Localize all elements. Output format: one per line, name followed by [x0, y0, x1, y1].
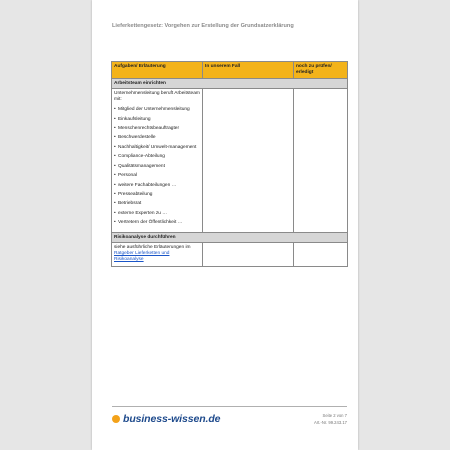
- section-title-risk: Risikoanalyse durchführen: [112, 233, 348, 243]
- team-tasks-cell: [112, 89, 203, 233]
- section-row-risk: [112, 233, 348, 243]
- table-row-risk: [112, 243, 348, 267]
- list-item: • Presseabteilung: [114, 192, 200, 198]
- table-row-team: [112, 89, 348, 233]
- logo-text: business-wissen.de: [123, 413, 221, 425]
- document-title: Lieferkettengesetz: Vorgehen zur Erstellung der Grundsatzerklärung: [112, 23, 294, 29]
- team-member-list: [114, 107, 200, 226]
- risk-intro-text: siehe ausführliche Erläuterungen im: [114, 244, 191, 250]
- section-row-team: [112, 79, 348, 89]
- page-meta: [314, 413, 347, 426]
- team-intro-text: Unternehmensleitung beruft Arbeitsteam mit:: [114, 90, 200, 102]
- business-wissen-logo: [112, 413, 220, 425]
- footer-divider: [112, 406, 347, 407]
- header-tasks: Aufgaben/ Erläuterung: [112, 62, 203, 79]
- table-header-row: [112, 62, 348, 79]
- risk-todo-cell[interactable]: [294, 243, 348, 267]
- team-todo-cell[interactable]: [294, 89, 348, 233]
- article-number: Art.-Nr. 99.243.17: [313, 419, 347, 425]
- header-our-case: In unserem Fall: [203, 62, 294, 79]
- risk-our-case-cell[interactable]: [203, 243, 294, 267]
- task-table: [111, 61, 348, 267]
- list-item: • Menschenrechtsbeauftragter: [114, 126, 200, 132]
- guide-link[interactable]: Ratgeber Lieferketten und Risikoanalyse: [114, 251, 170, 263]
- risk-tasks-cell: [112, 243, 203, 267]
- list-item: • Nachhaltigkeit/ Umwelt-management: [114, 145, 200, 151]
- list-item: • externe Experten zu …: [114, 211, 200, 217]
- logo-dot-icon: [112, 415, 120, 423]
- list-item: • Personal: [114, 173, 200, 179]
- list-item: • Einkaufsleitung: [114, 117, 200, 123]
- section-title-team: Arbeitsteam einrichten: [112, 79, 348, 89]
- list-item: • Mitglied der Unternehmensleitung: [114, 107, 200, 113]
- header-todo: noch zu prüfen/ erledigt: [294, 62, 348, 79]
- list-item: • Qualitätsmanagement: [114, 164, 200, 170]
- list-item: • Beschwerdestelle: [114, 135, 200, 141]
- list-item: • Compliance-Abteilung: [114, 154, 200, 160]
- page-number: Seite 2 von 7: [322, 413, 347, 418]
- team-our-case-cell[interactable]: [203, 89, 294, 233]
- list-item: • Vertretern der Öffentlichkeit …: [114, 220, 200, 226]
- list-item: • weitere Fachabteilungen …: [114, 183, 200, 189]
- document-page: [92, 0, 358, 450]
- list-item: • Betriebsrat: [114, 201, 200, 207]
